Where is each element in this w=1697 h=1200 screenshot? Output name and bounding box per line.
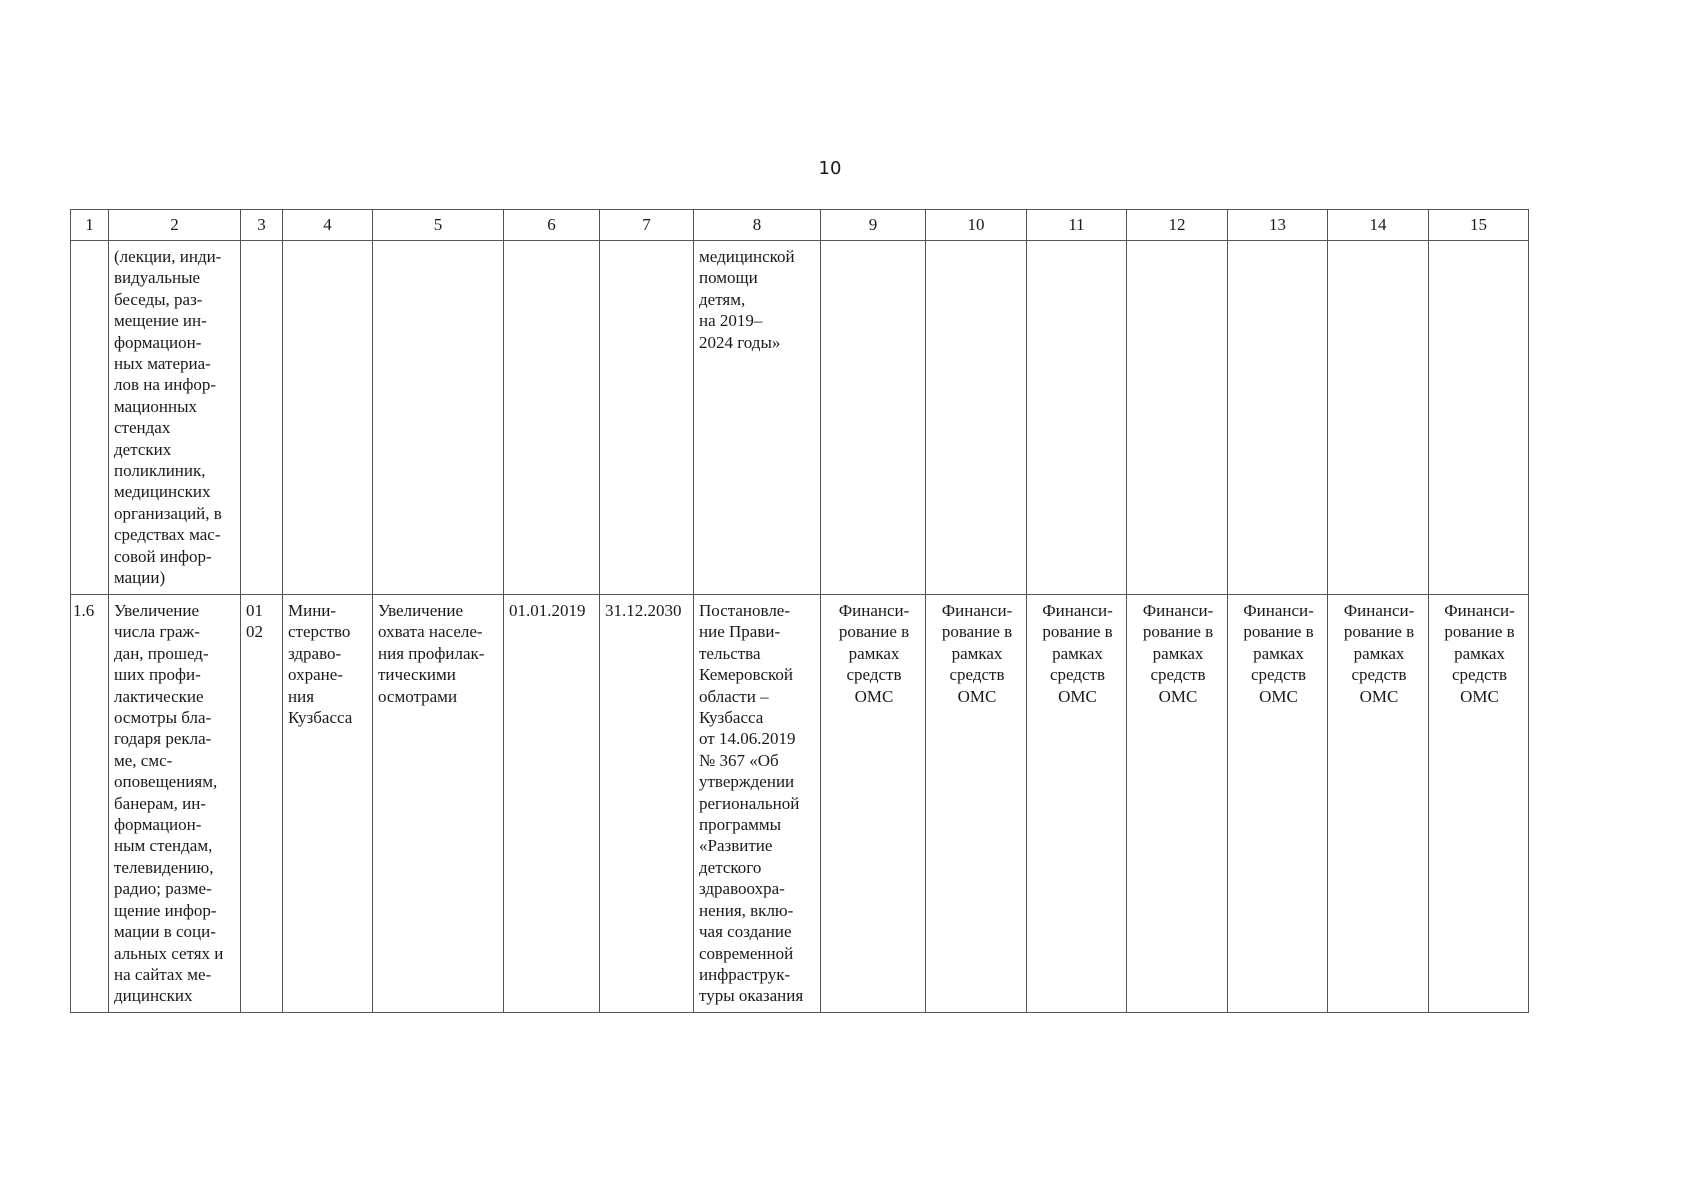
- table-cell: [926, 241, 1027, 595]
- column-number: 6: [504, 210, 600, 241]
- financing-cell: Финанси- рование в рамках средств ОМС: [926, 595, 1027, 1013]
- column-number: 13: [1228, 210, 1328, 241]
- column-number: 10: [926, 210, 1027, 241]
- column-number: 3: [241, 210, 283, 241]
- financing-cell: Финанси- рование в рамках средств ОМС: [1328, 595, 1429, 1013]
- table-row: [71, 595, 1529, 1013]
- column-number: 5: [373, 210, 504, 241]
- column-number: 11: [1027, 210, 1127, 241]
- page-number: 10: [818, 158, 842, 179]
- column-number-row: [71, 210, 1529, 241]
- column-number: 15: [1429, 210, 1529, 241]
- column-number: 1: [71, 210, 109, 241]
- table-cell: [373, 241, 504, 595]
- financing-cell: Финанси- рование в рамках средств ОМС: [821, 595, 926, 1013]
- table-cell: [1228, 241, 1328, 595]
- table-cell: медицинской помощи детям, на 2019– 2024 годы»: [694, 241, 821, 595]
- table-cell: [600, 241, 694, 595]
- column-number: 2: [109, 210, 241, 241]
- column-number: 7: [600, 210, 694, 241]
- start-date-cell: 01.01.2019: [504, 595, 600, 1013]
- column-number: 4: [283, 210, 373, 241]
- result-cell: Увеличение охвата населе- ния профилак- тическими осмотрами: [373, 595, 504, 1013]
- basis-document-cell: Постановле- ние Прави- тельства Кемеровской области – Кузбасса от 14.06.2019 № 367 «Об утверждении региональной программы «Развитие детского здравоохра- нения, вклю- чая создание современной инфраструк- туры оказания: [694, 595, 821, 1013]
- table-cell: (лекции, инди- видуальные беседы, раз- мещение ин- формацион- ных материа- лов на инфор- мационных стендах детских поликлиник, медицинских организаций, в средствах мас- совой инфор- мации): [109, 241, 241, 595]
- program-table: [70, 209, 1529, 1013]
- table-cell: [1429, 241, 1529, 595]
- table-cell: [71, 241, 109, 595]
- financing-cell: Финанси- рование в рамках средств ОМС: [1228, 595, 1328, 1013]
- row-number-cell: 1.6: [71, 595, 109, 1013]
- table-cell: [283, 241, 373, 595]
- column-number: 9: [821, 210, 926, 241]
- financing-cell: Финанси- рование в рамках средств ОМС: [1027, 595, 1127, 1013]
- table-cell: [1127, 241, 1228, 595]
- table-cell: [504, 241, 600, 595]
- table-cell: [821, 241, 926, 595]
- code-cell: 01 02: [241, 595, 283, 1013]
- table-row: [71, 241, 1529, 595]
- table-cell: [241, 241, 283, 595]
- financing-cell: Финанси- рование в рамках средств ОМС: [1429, 595, 1529, 1013]
- column-number: 12: [1127, 210, 1228, 241]
- end-date-cell: 31.12.2030: [600, 595, 694, 1013]
- financing-cell: Финанси- рование в рамках средств ОМС: [1127, 595, 1228, 1013]
- table-cell: [1027, 241, 1127, 595]
- event-name-cell: Увеличение числа граж- дан, прошед- ших профи- лактические осмотры бла- годаря рекла- ме, смс- оповещениям, банерам, ин- формацион- ным стендам, телевидению, радио; разме- щение инфор- мации в соци- альных сетях и на сайтах ме- дицинских: [109, 595, 241, 1013]
- column-number: 8: [694, 210, 821, 241]
- column-number: 14: [1328, 210, 1429, 241]
- executor-cell: Мини- стерство здраво- охране- ния Кузбасса: [283, 595, 373, 1013]
- table-cell: [1328, 241, 1429, 595]
